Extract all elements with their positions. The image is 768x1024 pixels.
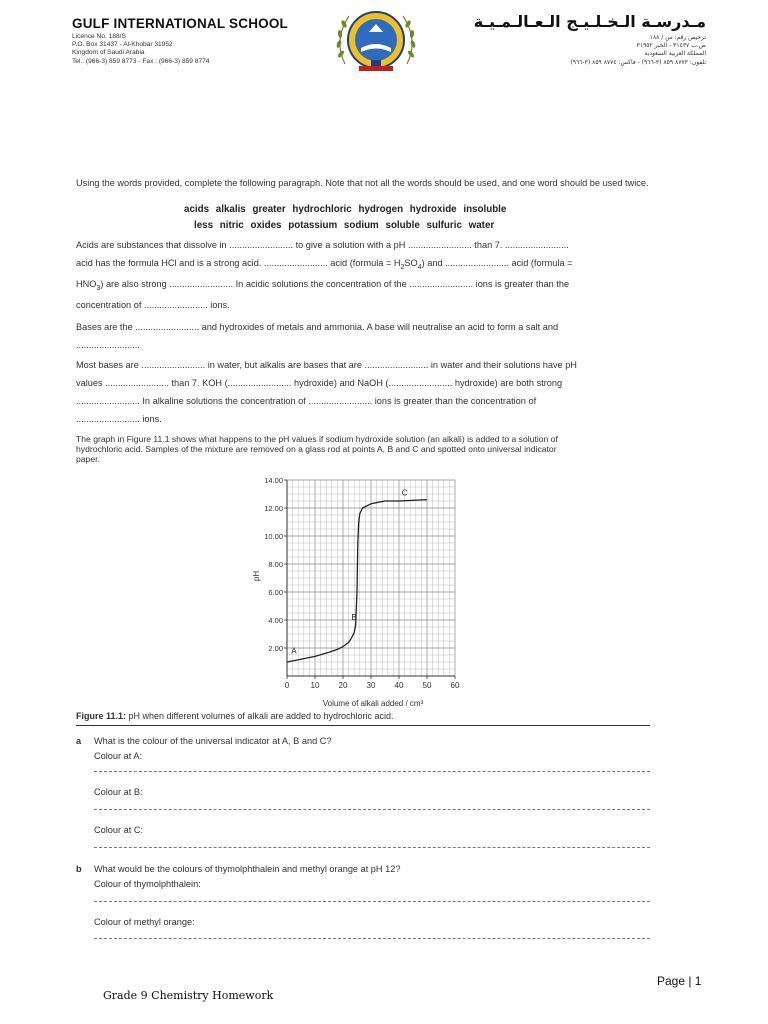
question-b-letter: b bbox=[76, 864, 82, 874]
ph-titration-chart bbox=[230, 468, 480, 713]
paragraph-line: concentration of ......................... ions. bbox=[76, 300, 230, 310]
chart-x-label: Volume of alkali added / cm³ bbox=[322, 699, 424, 708]
answer-line-c[interactable] bbox=[94, 847, 650, 848]
address-line: P.O. Box 31437 - Al-Khobar 31952 bbox=[72, 41, 173, 49]
chart-grid bbox=[287, 480, 455, 676]
chart-annotations bbox=[291, 488, 408, 655]
y-tick-label: 10.00 bbox=[264, 532, 283, 541]
x-tick-label: 50 bbox=[422, 681, 432, 690]
paragraph-line: Bases are the ......................... and hydroxides of metals and ammonia. A base will neutralise an acid to form a salt and bbox=[76, 322, 559, 332]
figure-caption bbox=[76, 711, 394, 721]
graph-intro-line: hydrochloric acid. Samples of the mixture are removed on a glass rod at points A, B and C and spotted onto universal indicator bbox=[76, 443, 557, 454]
paragraph-line: ......................... In alkaline solutions the concentration of ......................... ions is greater than the concentration of bbox=[76, 396, 537, 406]
text-span: SO bbox=[404, 258, 418, 268]
answer-line-thymol[interactable] bbox=[94, 901, 650, 902]
chart-y-label: pH bbox=[252, 570, 261, 582]
wordbank-row-1: acids alkalis greater hydrochloric hydrogen hydroxide insoluble bbox=[184, 204, 507, 215]
x-tick-label: 30 bbox=[366, 681, 376, 690]
paragraph-line: values ......................... than 7. KOH (......................... hydroxide) and NaOH (......................... hydroxide) are both strong bbox=[76, 378, 563, 388]
address-line: Licence No. 188/S bbox=[72, 33, 126, 40]
school-name-ar: مـدرسـة الـخـلـيـج الـعـالـمـيـة bbox=[473, 12, 706, 31]
paragraph-line: Most bases are ......................... in water, but alkalis are bases that are ......................... in water and their solutions have pH bbox=[76, 360, 577, 370]
x-tick-label: 10 bbox=[310, 681, 320, 690]
text-span: acid has the formula HCl and is a strong acid. ......................... acid (formula = H bbox=[76, 258, 401, 268]
wordbank-row-2: less nitric oxides potassium sodium soluble sulfuric water bbox=[194, 220, 495, 231]
question-a-text: What is the colour of the universal indicator at A, B and C? bbox=[94, 736, 332, 746]
question-a-letter: a bbox=[76, 736, 82, 746]
paragraph-line: ......................... bbox=[76, 340, 140, 350]
colour-at-a-label: Colour at A: bbox=[94, 751, 143, 761]
instructions-text: Using the words provided, complete the following paragraph. Note that not all the words should be used, and one word should be used twice. bbox=[76, 178, 649, 188]
ph-curve bbox=[287, 500, 427, 662]
address-line-ar: تلفون: ٨٧٧٣ ٨٥٩ (٣-٩٦٦) - فاكس: ٨٧٧٤ ٨٥٩ (٣-٩٦٦) bbox=[570, 58, 706, 66]
chart-series bbox=[287, 500, 427, 662]
y-tick-label: 4.00 bbox=[268, 616, 283, 625]
address-line: Kingdom of Saudi Arabia bbox=[72, 49, 145, 57]
page-number: Page | 1 bbox=[657, 974, 702, 988]
paragraph-line: ......................... ions. bbox=[76, 414, 162, 424]
x-tick-label: 40 bbox=[394, 681, 404, 690]
school-address-en bbox=[72, 33, 209, 66]
answer-line-b[interactable] bbox=[94, 809, 650, 810]
divider bbox=[76, 725, 650, 726]
y-tick-label: 8.00 bbox=[268, 560, 283, 569]
question-b-text: What would be the colours of thymolphthalein and methyl orange at pH 12? bbox=[94, 864, 401, 874]
y-tick-label: 6.00 bbox=[268, 588, 283, 597]
answer-line-a[interactable] bbox=[94, 771, 650, 772]
point-label-c: C bbox=[401, 488, 408, 498]
school-address-ar bbox=[570, 34, 706, 67]
graph-intro-line: paper. bbox=[76, 453, 100, 464]
point-label-a: A bbox=[291, 646, 297, 656]
graph-intro bbox=[76, 435, 558, 464]
x-tick-label: 0 bbox=[284, 681, 290, 690]
figure-caption-label: Figure 11.1: bbox=[76, 711, 127, 721]
graph-intro-line: The graph in Figure 11.1 shows what happens to the pH values if sodium hydroxide solution (an alkali) is added to a solution of bbox=[76, 434, 558, 444]
paragraph-line: Acids are substances that dissolve in ......................... to give a solution with a pH ......................... than 7. ......................... bbox=[76, 240, 569, 250]
x-tick-label: 20 bbox=[338, 681, 348, 690]
address-line-ar: المملكة العربية السعودية bbox=[644, 50, 706, 58]
footer-title: Grade 9 Chemistry Homework bbox=[103, 989, 274, 1002]
y-tick-label: 12.00 bbox=[264, 504, 283, 513]
y-tick-label: 14.00 bbox=[264, 476, 283, 485]
paragraph-line: acid has the formula HCl and is a strong acid. ......................... acid (formula = $H_2SO_4$) and ......................... acid (formula = bbox=[76, 258, 573, 271]
thymolphthalein-label: Colour of thymolphthalein: bbox=[94, 879, 201, 889]
colour-at-b-label: Colour at B: bbox=[94, 787, 143, 797]
x-tick-label: 60 bbox=[450, 681, 460, 690]
paragraph-line: $HNO_3$) are also strong ......................... In acidic solutions the concentration of the ......................... ions is greater than the bbox=[76, 279, 570, 292]
answer-line-methyl[interactable] bbox=[94, 938, 650, 939]
address-line-ar: ترخيص رقم: س / ١٨٨ bbox=[649, 34, 706, 41]
school-name-en: GULF INTERNATIONAL SCHOOL bbox=[72, 16, 288, 31]
y-tick-label: 2.00 bbox=[268, 644, 283, 653]
text-span: HNO bbox=[76, 279, 97, 289]
text-span: ) are also strong ......................... In acidic solutions the concentration of the ......................... ions is greater than the bbox=[100, 279, 570, 289]
methyl-orange-label: Colour of methyl orange: bbox=[94, 917, 195, 927]
school-logo bbox=[331, 4, 421, 76]
figure-caption-text: pH when different volumes of alkali are added to hydrochloric acid. bbox=[126, 711, 394, 721]
address-line: Tel.: (966-3) 859 8773 - Fax : (966-3) 859 8774 bbox=[72, 57, 210, 65]
colour-at-c-label: Colour at C: bbox=[94, 825, 144, 835]
text-span: ) and ......................... acid (formula = bbox=[421, 258, 573, 268]
point-label-b: B bbox=[351, 613, 357, 622]
address-line-ar: ص.ب ٣١٤٣٧ - الخبر ٣١٩٥٢ bbox=[636, 42, 706, 50]
